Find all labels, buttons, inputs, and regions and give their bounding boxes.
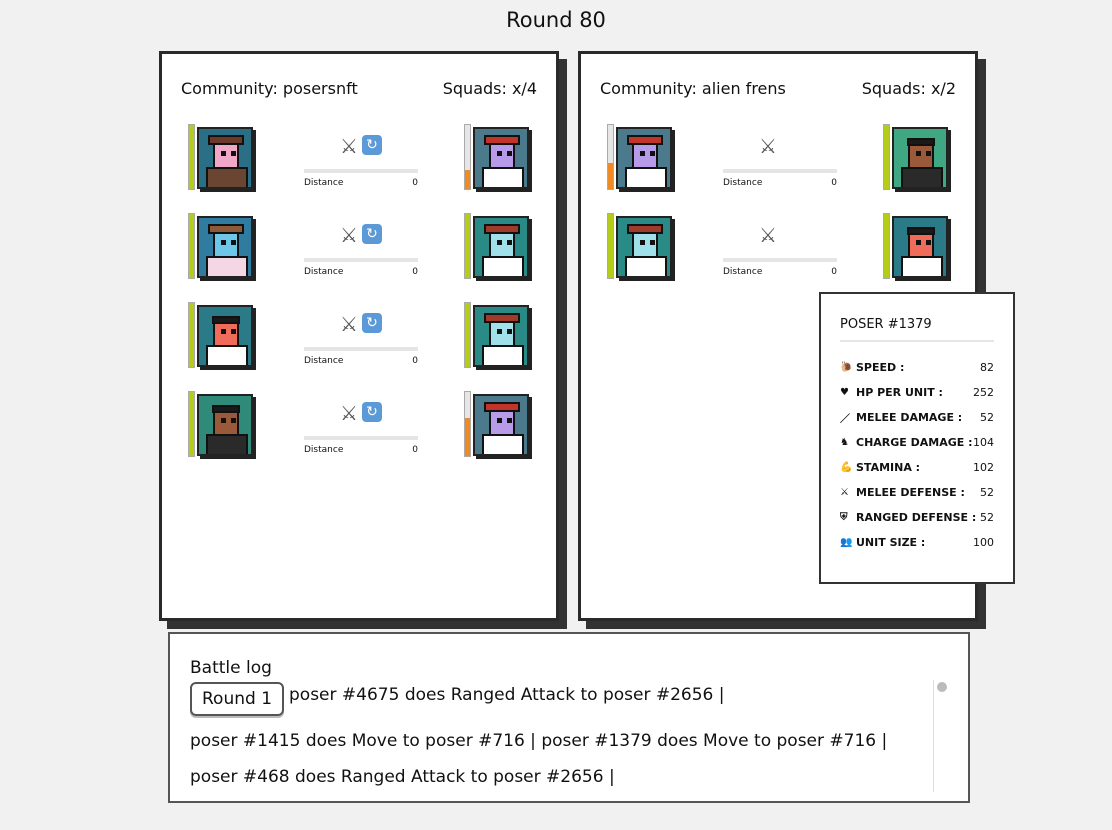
unit-card[interactable] [464,391,530,461]
avatar-eye [640,151,645,156]
unit-avatar[interactable] [473,127,529,189]
distance-label: Distance [723,178,763,188]
avatar-eye [497,151,502,156]
avatar-body [206,345,248,367]
avatar-body [206,167,248,189]
community-name: Community: alien frens [600,79,786,98]
stat-value: 52 [980,410,994,424]
avatar-eye [497,418,502,423]
avatar-body [482,345,524,367]
stat-row [840,508,994,526]
distance-bar [723,258,837,262]
distance-value: 0 [831,178,837,188]
unit-avatar[interactable] [892,127,948,189]
distance-value: 0 [412,178,418,188]
engagement-info [304,213,418,283]
avatar-eye [926,240,931,245]
stat-label: SPEED : [856,360,905,374]
hp-bar [464,213,471,279]
unit-avatar[interactable] [473,394,529,456]
avatar-body [625,256,667,278]
avatar-eye [231,151,236,156]
unit-card[interactable] [607,213,673,283]
muscle-icon: 💪 [840,461,853,473]
log-entry: poser #1415 does Move to poser #716 | poser #1379 does Move to poser #716 | [190,731,888,751]
hp-bar [188,124,195,190]
sync-icon[interactable]: ↻ [362,313,382,333]
avatar-eye [507,329,512,334]
battle-log [168,632,970,803]
distance-value: 0 [412,356,418,366]
avatar-body [206,256,248,278]
distance-value: 0 [831,267,837,277]
battle-log-title: Battle log [190,658,272,678]
avatar-hat [484,402,520,412]
horse-icon: ♞ [840,436,849,448]
squad-row [188,391,538,463]
stat-label: CHARGE DAMAGE : [856,435,973,449]
distance-value: 0 [412,445,418,455]
unit-avatar[interactable] [892,216,948,278]
distance-label: Distance [304,356,344,366]
sync-icon[interactable]: ↻ [362,224,382,244]
avatar-body [206,434,248,456]
stat-label: UNIT SIZE : [856,535,926,549]
avatar-body [482,434,524,456]
unit-avatar[interactable] [197,305,253,367]
log-entry: poser #4675 does Ranged Attack to poser #2656 | [289,685,725,705]
unit-card[interactable] [607,124,673,194]
avatar-eye [640,240,645,245]
hp-bar [188,213,195,279]
hp-bar [883,124,890,190]
crossed-swords-icon: ⚔ [759,223,777,247]
avatar-eye [231,418,236,423]
engagement-info [723,124,837,194]
squad-row [607,124,957,196]
hp-bar-fill [465,214,470,278]
avatar-eye [650,240,655,245]
stat-row [840,358,994,376]
distance-label: Distance [304,267,344,277]
avatar-eye [497,329,502,334]
distance-bar [304,436,418,440]
log-entry: poser #468 does Ranged Attack to poser #2656 | [190,767,615,787]
unit-card[interactable] [883,124,949,194]
stat-label: HP PER UNIT : [856,385,943,399]
avatar-body [901,256,943,278]
left-community-panel [159,51,559,621]
avatar-hair [212,316,240,324]
distance-value: 0 [412,267,418,277]
unit-avatar[interactable] [616,216,672,278]
stat-value: 102 [973,460,994,474]
log-scrollbar[interactable] [933,680,949,792]
avatar-hat [484,313,520,323]
unit-card[interactable] [188,213,254,283]
squads-count: Squads: x/2 [861,79,956,98]
hp-bar-fill [189,125,194,189]
round-title: Round 80 [506,8,606,32]
stat-row [840,458,994,476]
unit-avatar[interactable] [473,305,529,367]
heart-icon: ♥ [840,386,849,398]
unit-card[interactable] [883,213,949,283]
tooltip-title: POSER #1379 [840,317,932,332]
distance-label: Distance [304,445,344,455]
hp-bar [464,124,471,190]
stat-label: RANGED DEFENSE : [856,510,977,524]
shield-icon: ⛨ [840,511,848,523]
avatar-body [625,167,667,189]
avatar-eye [221,240,226,245]
distance-bar [304,169,418,173]
stat-value: 252 [973,385,994,399]
sync-icon[interactable]: ↻ [362,402,382,422]
hp-bar [188,302,195,368]
avatar-eye [497,240,502,245]
squad-row [607,213,957,285]
stat-value: 100 [973,535,994,549]
stat-label: MELEE DAMAGE : [856,410,963,424]
unit-card[interactable] [188,302,254,372]
avatar-hat [208,135,244,145]
scroll-thumb[interactable] [937,682,947,692]
engagement-info [723,213,837,283]
engagement-info [304,302,418,372]
hp-bar-fill [608,163,613,189]
avatar-hat [484,224,520,234]
hp-bar [464,391,471,457]
distance-label: Distance [723,267,763,277]
distance-bar [304,347,418,351]
avatar-body [482,167,524,189]
round-select-button[interactable]: Round 1 [190,682,284,716]
hp-bar-fill [465,303,470,367]
hp-bar [188,391,195,457]
hp-bar-fill [884,214,889,278]
hp-bar [607,213,614,279]
hp-bar-fill [189,303,194,367]
unit-card[interactable] [464,124,530,194]
avatar-eye [231,329,236,334]
avatar-eye [916,151,921,156]
engagement-info [304,391,418,461]
hp-bar [883,213,890,279]
unit-stats-tooltip [819,292,1015,584]
crossed-swords-icon: ⚔ [340,134,358,158]
avatar-hat [627,135,663,145]
stat-row [840,483,994,501]
stat-row [840,408,994,426]
avatar-hat [484,135,520,145]
unit-avatar[interactable] [473,216,529,278]
stat-value: 82 [980,360,994,374]
avatar-hat [208,224,244,234]
avatar-eye [221,418,226,423]
avatar-hair [907,138,935,146]
avatar-hat [627,224,663,234]
avatar-eye [916,240,921,245]
avatar-eye [221,151,226,156]
squad-row [188,302,538,374]
squad-row [188,213,538,285]
hp-bar-fill [465,418,470,456]
avatar-eye [507,151,512,156]
snail-icon: 🐌 [840,361,853,373]
hp-bar [464,302,471,368]
unit-avatar[interactable] [197,216,253,278]
engagement-info [304,124,418,194]
avatar-eye [231,240,236,245]
stat-value: 104 [973,435,994,449]
hp-bar-fill [608,214,613,278]
stat-row [840,433,994,451]
stat-label: MELEE DEFENSE : [856,485,965,499]
community-name: Community: posersnft [181,79,358,98]
stat-row [840,533,994,551]
users-icon: 👥 [840,536,853,548]
stat-label: STAMINA : [856,460,921,474]
distance-bar [723,169,837,173]
unit-card[interactable] [464,302,530,372]
sword-icon: ／ [840,413,850,425]
avatar-eye [926,151,931,156]
hp-bar-fill [189,214,194,278]
hp-bar [607,124,614,190]
squads-count: Squads: x/4 [442,79,537,98]
stat-value: 52 [980,485,994,499]
hp-bar-fill [884,125,889,189]
crossed-swords-icon: ⚔ [840,486,849,498]
unit-avatar[interactable] [197,127,253,189]
distance-label: Distance [304,178,344,188]
stat-value: 52 [980,510,994,524]
avatar-hair [212,405,240,413]
avatar-eye [507,418,512,423]
crossed-swords-icon: ⚔ [340,401,358,425]
crossed-swords-icon: ⚔ [759,134,777,158]
avatar-eye [650,151,655,156]
unit-card[interactable] [188,391,254,461]
hp-bar-fill [465,170,470,189]
unit-avatar[interactable] [197,394,253,456]
distance-bar [304,258,418,262]
hp-bar-fill [189,392,194,456]
crossed-swords-icon: ⚔ [340,223,358,247]
avatar-eye [221,329,226,334]
avatar-eye [507,240,512,245]
avatar-body [901,167,943,189]
sync-icon[interactable]: ↻ [362,135,382,155]
crossed-swords-icon: ⚔ [340,312,358,336]
stat-row [840,383,994,401]
squad-row [188,124,538,196]
unit-card[interactable] [464,213,530,283]
divider [840,340,994,342]
unit-card[interactable] [188,124,254,194]
avatar-body [482,256,524,278]
unit-avatar[interactable] [616,127,672,189]
avatar-hair [907,227,935,235]
